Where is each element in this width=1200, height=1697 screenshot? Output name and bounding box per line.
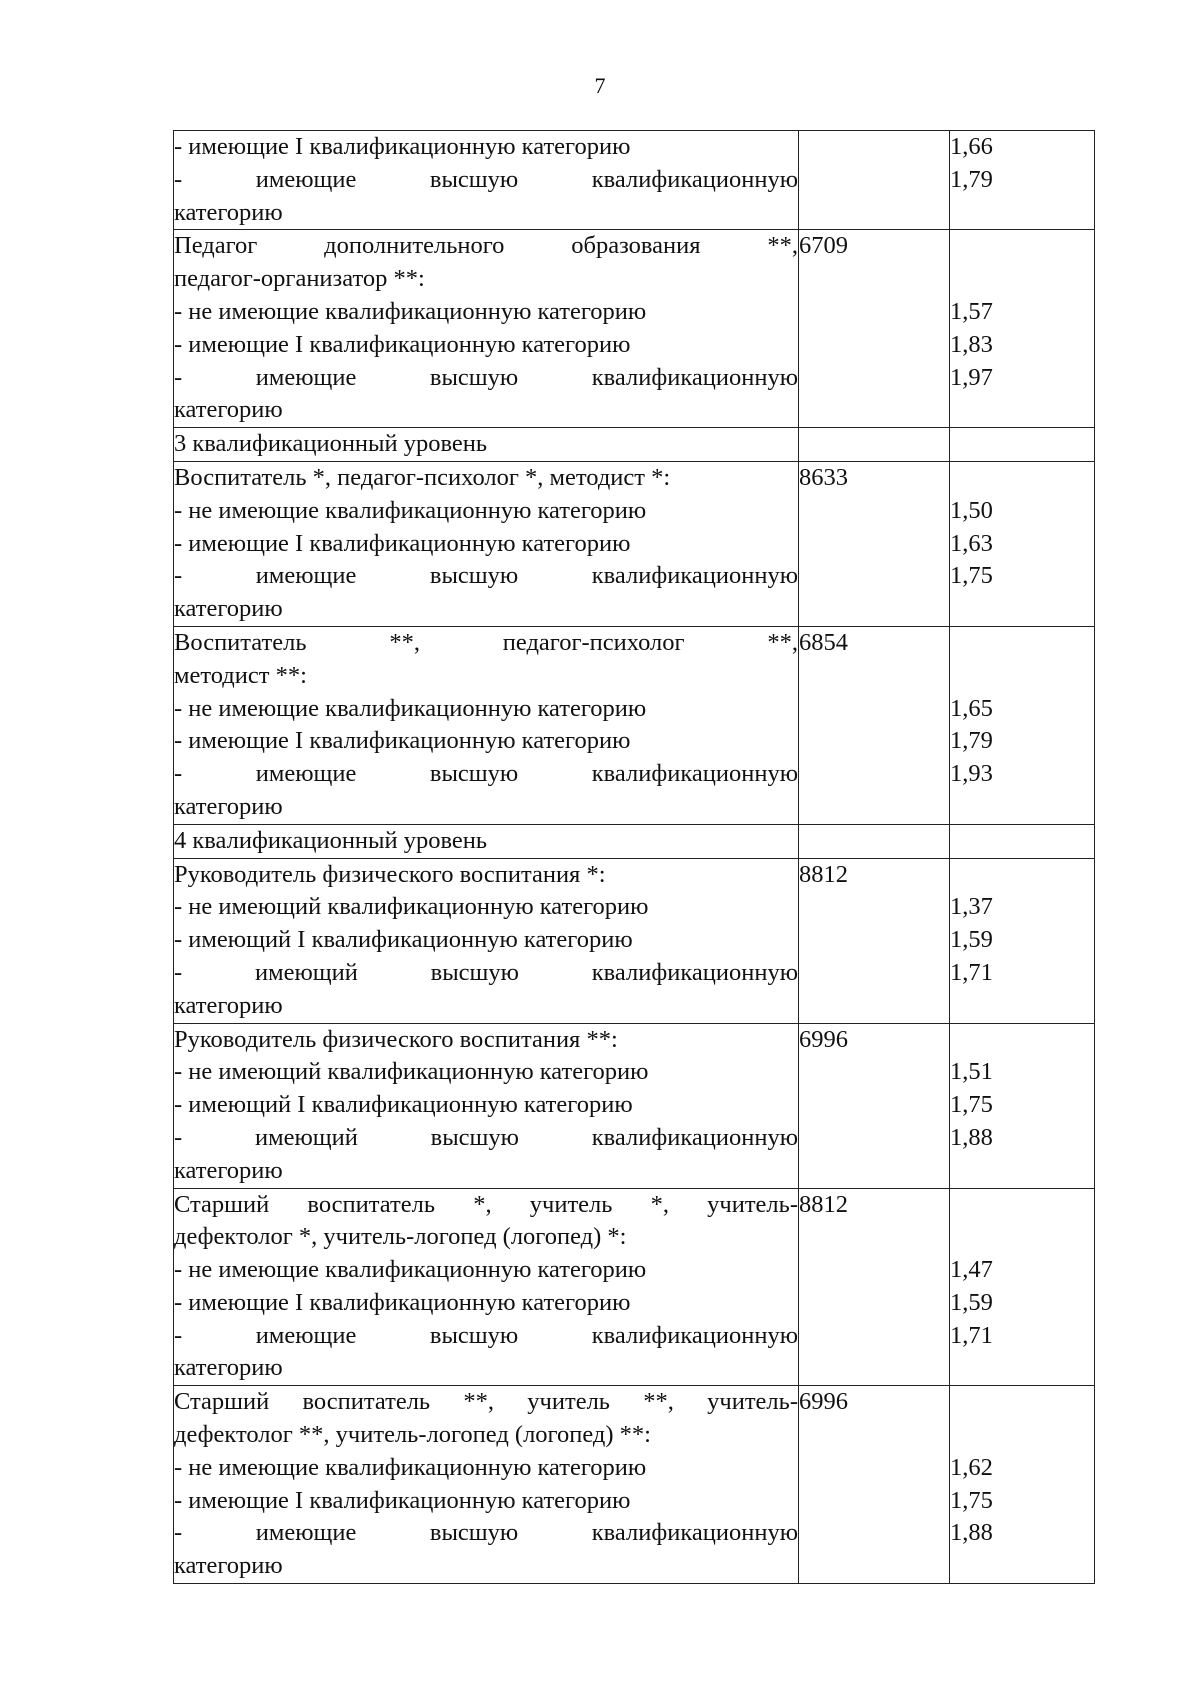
coefficient-value: 1,63 (950, 529, 993, 557)
coefficient-cell (950, 858, 1095, 1023)
base-salary-cell (799, 1023, 950, 1188)
description-line: - не имеющие квалификационную категорию (174, 1256, 647, 1284)
description-line: 3 квалификационный уровень (174, 430, 488, 458)
coefficient-value: 1,75 (950, 562, 993, 590)
description-line: категорию (174, 1354, 283, 1382)
position-description-cell (174, 1023, 799, 1188)
description-line: - имеющий I квалификационную категорию (174, 1091, 633, 1119)
table-row (174, 131, 1095, 230)
coefficient-value: 1,47 (950, 1256, 993, 1284)
coefficient-value: 1,59 (950, 1288, 993, 1316)
coefficient-value (950, 791, 1094, 824)
coefficient-value: 1,59 (950, 926, 993, 954)
coefficient-value (950, 990, 1094, 1023)
coefficient-value (950, 1352, 1094, 1385)
description-line: - имеющие высшую квалификационную (174, 1519, 798, 1547)
description-line: - не имеющий квалификационную категорию (174, 893, 649, 921)
coefficient-value (950, 263, 1094, 296)
coefficient-cell (950, 461, 1095, 626)
base-salary-value: 6996 (799, 1025, 848, 1053)
description-line: категорию (174, 991, 283, 1019)
coefficient-value: 1,83 (950, 330, 993, 358)
description-line: Педагог дополнительного образования **, (174, 232, 798, 260)
position-description-cell (174, 1386, 799, 1584)
description-line: Воспитатель **, педагог-психолог **, (174, 628, 798, 656)
base-salary-cell (799, 626, 950, 824)
description-line: 4 квалификационный уровень (174, 826, 488, 854)
coefficient-value: 1,97 (950, 363, 993, 391)
position-description-cell (174, 858, 799, 1023)
position-description-cell (174, 824, 799, 858)
base-salary-value: 8812 (799, 1190, 848, 1218)
coefficient-value (950, 1386, 1094, 1419)
table-body (174, 131, 1095, 1584)
coefficient-cell (950, 230, 1095, 428)
salary-coefficient-table (173, 130, 1095, 1584)
description-line: - не имеющие квалификационную категорию (174, 297, 647, 325)
base-salary-value: 6854 (799, 628, 848, 656)
coefficient-cell (950, 824, 1095, 858)
coefficient-value (950, 1550, 1094, 1583)
coefficient-value: 1,75 (950, 1091, 993, 1119)
table-row (174, 230, 1095, 428)
coefficient-value (950, 1155, 1094, 1188)
coefficient-value (950, 230, 1094, 263)
base-salary-cell (799, 1188, 950, 1386)
coefficient-value: 1,66 (950, 133, 993, 160)
coefficient-value: 1,62 (950, 1453, 993, 1481)
description-line: - не имеющие квалификационную категорию (174, 1453, 647, 1481)
base-salary-value: 8812 (799, 860, 848, 888)
position-description-cell (174, 461, 799, 626)
page-number: 7 (594, 73, 606, 98)
description-line: - имеющие высшую квалификационную (174, 562, 798, 590)
coefficient-value (950, 394, 1094, 427)
base-salary-value (799, 825, 949, 858)
coefficient-value (950, 1419, 1094, 1452)
coefficient-value (950, 1189, 1094, 1222)
base-salary-cell (799, 824, 950, 858)
description-line: - не имеющие квалификационную категорию (174, 496, 647, 524)
position-description-cell (174, 131, 799, 230)
description-line: - имеющие I квалификационную категорию (174, 727, 631, 755)
coefficient-value: 1,65 (950, 694, 993, 722)
description-line: - не имеющие квалификационную категорию (174, 694, 647, 722)
description-line: - не имеющий квалификационную категорию (174, 1058, 649, 1086)
coefficient-value (950, 859, 1094, 892)
coefficient-value: 1,88 (950, 1123, 993, 1151)
coefficient-value (950, 660, 1094, 693)
base-salary-cell (799, 131, 950, 230)
table-row (174, 1386, 1095, 1584)
coefficient-value: 1,71 (950, 958, 993, 986)
position-description-cell (174, 230, 799, 428)
base-salary-cell (799, 428, 950, 462)
coefficient-value: 1,75 (950, 1486, 993, 1514)
coefficient-value: 1,57 (950, 297, 993, 325)
description-line: категорию (174, 792, 283, 820)
coefficient-cell (950, 428, 1095, 462)
description-line: категорию (174, 1552, 283, 1580)
coefficient-cell (950, 1188, 1095, 1386)
coefficient-value (950, 825, 1094, 858)
position-description-cell (174, 626, 799, 824)
description-line: Старший воспитатель **, учитель **, учитель- (174, 1388, 798, 1416)
description-line: - имеющий высшую квалификационную (174, 1123, 798, 1151)
base-salary-cell (799, 230, 950, 428)
description-line: - имеющие I квалификационную категорию (174, 1486, 631, 1514)
coefficient-value (950, 462, 1094, 495)
description-line: дефектолог *, учитель-логопед (логопед) *: (174, 1223, 627, 1251)
coefficient-value (950, 1024, 1094, 1057)
base-salary-cell (799, 858, 950, 1023)
description-line: категорию (174, 396, 283, 424)
description-line: - имеющие высшую квалификационную (174, 1321, 798, 1349)
table-row (174, 824, 1095, 858)
description-line: - имеющие I квалификационную категорию (174, 133, 631, 160)
coefficient-cell (950, 626, 1095, 824)
table-row (174, 858, 1095, 1023)
base-salary-value: 8633 (799, 463, 848, 491)
description-line: методист **: (174, 661, 307, 689)
description-line: Старший воспитатель *, учитель *, учитель- (174, 1190, 798, 1218)
description-line: Руководитель физического воспитания **: (174, 1025, 618, 1053)
position-description-cell (174, 1188, 799, 1386)
coefficient-cell (950, 1386, 1095, 1584)
coefficient-value (950, 197, 1094, 230)
coefficient-value: 1,71 (950, 1321, 993, 1349)
description-line: категорию (174, 1156, 283, 1184)
description-line: - имеющие I квалификационную категорию (174, 330, 631, 358)
coefficient-cell (950, 131, 1095, 230)
coefficient-value: 1,50 (950, 496, 993, 524)
base-salary-value: 6709 (799, 232, 848, 260)
description-line: - имеющий I квалификационную категорию (174, 926, 633, 954)
coefficient-value: 1,88 (950, 1519, 993, 1547)
table-row (174, 428, 1095, 462)
position-description-cell (174, 428, 799, 462)
description-line: категорию (174, 198, 283, 226)
base-salary-value (799, 131, 949, 164)
base-salary-value (799, 428, 949, 461)
coefficient-value (950, 593, 1094, 626)
table-row (174, 461, 1095, 626)
description-line: Руководитель физического воспитания *: (174, 860, 606, 888)
coefficient-cell (950, 1023, 1095, 1188)
base-salary-value: 6996 (799, 1388, 848, 1416)
table-row (174, 1023, 1095, 1188)
table-row (174, 1188, 1095, 1386)
base-salary-cell (799, 461, 950, 626)
base-salary-cell (799, 1386, 950, 1584)
coefficient-value (950, 428, 1094, 461)
description-line: - имеющие высшую квалификационную (174, 165, 798, 193)
description-line: - имеющие I квалификационную категорию (174, 1288, 631, 1316)
coefficient-value (950, 627, 1094, 660)
coefficient-value (950, 1221, 1094, 1254)
description-line: - имеющие I квалификационную категорию (174, 529, 631, 557)
table-row (174, 626, 1095, 824)
description-line: - имеющие высшую квалификационную (174, 760, 798, 788)
description-line: - имеющий высшую квалификационную (174, 958, 798, 986)
description-line: Воспитатель *, педагог-психолог *, методист *: (174, 463, 671, 491)
description-line: дефектолог **, учитель-логопед (логопед) **: (174, 1421, 651, 1449)
description-line: - имеющие высшую квалификационную (174, 363, 798, 391)
coefficient-value: 1,79 (950, 165, 993, 193)
coefficient-value: 1,79 (950, 727, 993, 755)
coefficient-value: 1,51 (950, 1058, 993, 1086)
coefficient-value: 1,93 (950, 760, 993, 788)
coefficient-value: 1,37 (950, 893, 993, 921)
description-line: категорию (174, 595, 283, 623)
description-line: педагог-организатор **: (174, 265, 425, 293)
